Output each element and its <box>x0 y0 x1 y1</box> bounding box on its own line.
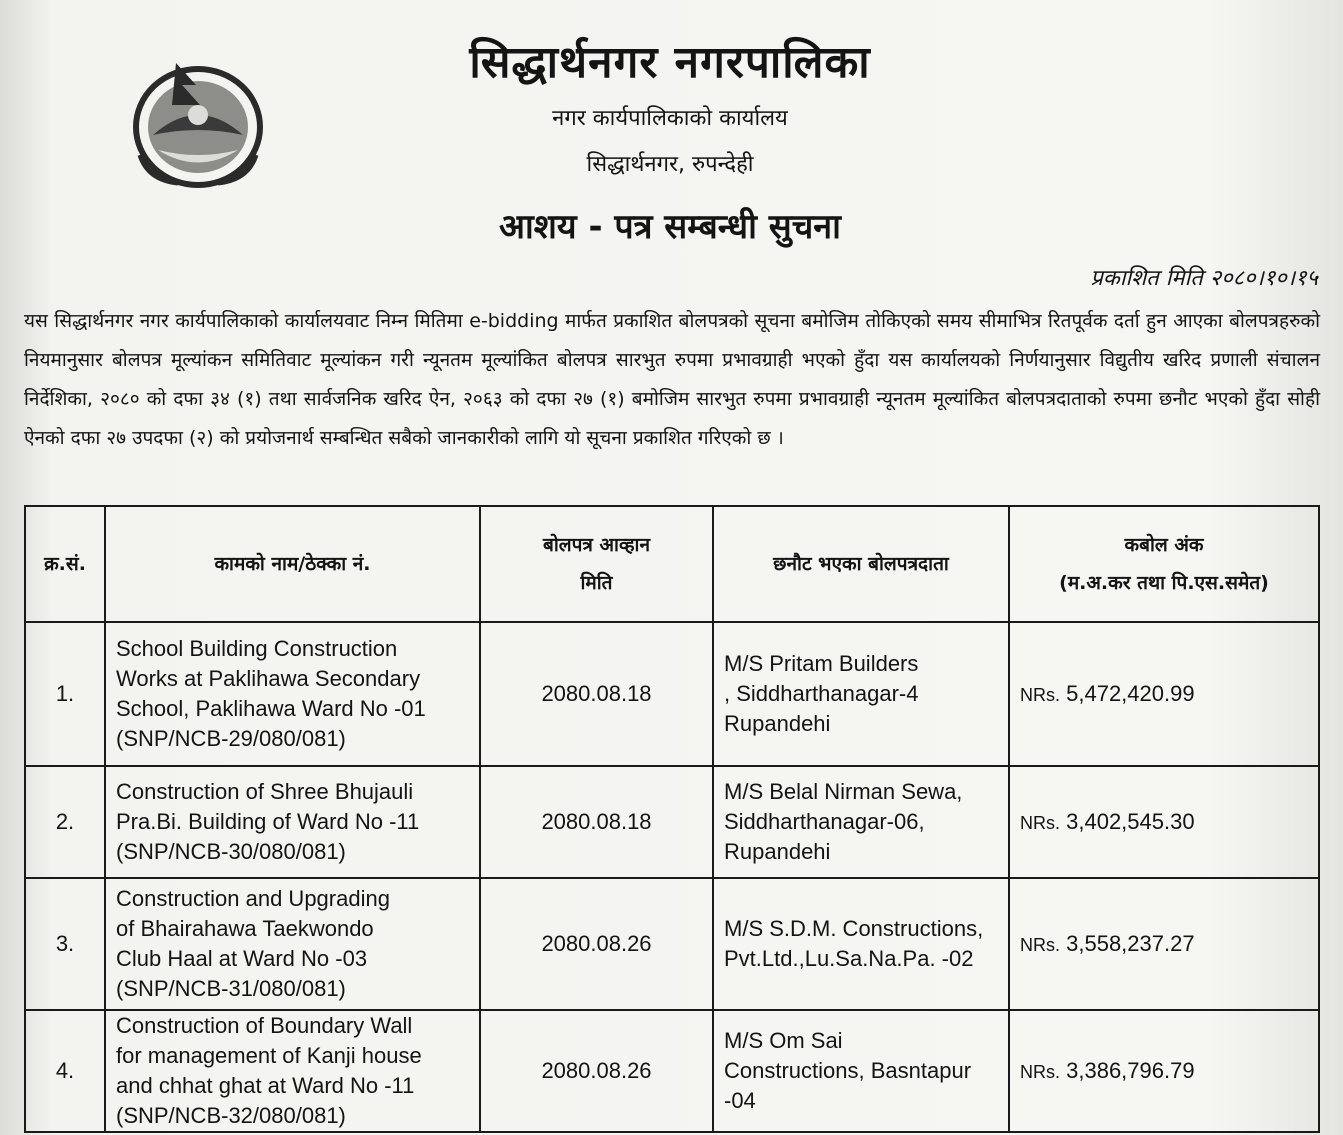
work-line: Club Haal at Ward No -03 <box>116 946 368 971</box>
header-bidder: छनौट भएका बोलपत्रदाता <box>713 506 1009 622</box>
work-line: Works at Paklihawa Secondary <box>116 666 421 691</box>
row-bidder <box>713 1010 1009 1132</box>
bidder-line: Rupandehi <box>724 839 831 864</box>
amount-value: 5,472,420.99 <box>1066 680 1195 706</box>
row-serial: 3. <box>25 878 105 1010</box>
table-row <box>25 766 1319 878</box>
row-serial: 2. <box>25 766 105 878</box>
row-amount <box>1009 1010 1319 1132</box>
row-date: 2080.08.18 <box>480 622 713 766</box>
office-address: सिद्धार्थनगर, रुपन्देही <box>586 152 754 177</box>
table-row <box>25 622 1319 766</box>
header-amount <box>1009 506 1319 622</box>
bidder-line: M/S Pritam Builders <box>724 651 919 676</box>
row-date: 2080.08.26 <box>480 878 713 1010</box>
work-line: Construction of Shree Bhujauli <box>116 779 414 804</box>
notice-paragraph: यस सिद्धार्थनगर नगर कार्यपालिकाको कार्यालयवाट निम्न मितिमा e-bidding मार्फत प्रकाशित बोलपत्रको सूचना बमोजिम तोकिएको समय सीमाभित्र रितपूर्वक दर्ता हुन आएका बोलपत्रहरुको नियमानुसार बोलपत्र मूल्यांकन समितिवाट मूल्यांकन गरी न्यूनतम मूल्यांकित बोलपत्र सारभुत रुपमा प्रभावग्राही भएको हुँदा यस कार्यालयको निर्णयानुसार विद्युतीय खरिद प्रणाली संचालन निर्देशिका, २०८० को दफा ३४ (१) तथा सार्वजनिक खरिद ऐन, २०६३ को दफा २७ (१) बमोजिम सारभुत रुपमा प्रभावग्राही न्यूनतम मूल्यांकित बोलपत्रदाताको रुपमा छनौट भएको हुँदा सोही ऐनको दफा २७ उपदफा (२) को प्रयोजनार्थ सम्बन्धित सबैको जानकारीको लागि यो सूचना प्रकाशित गरिएको छ । <box>24 310 1320 449</box>
bidder-line: Siddharthanagar-06, <box>724 809 925 834</box>
currency-label: NRs. <box>1020 934 1060 955</box>
work-line: Construction of Boundary Wall <box>116 1013 413 1038</box>
bidder-line: M/S Belal Nirman Sewa, <box>724 779 963 804</box>
amount-value: 3,386,796.79 <box>1066 1057 1195 1083</box>
row-amount <box>1009 766 1319 878</box>
municipality-title: सिद्धार्थनगर नगरपालिका <box>469 37 871 88</box>
nepal-government-emblem-icon <box>128 55 268 190</box>
work-line: School, Paklihawa Ward No -01 <box>116 696 426 721</box>
header-work: कामको नाम/ठेक्का नं. <box>105 506 480 622</box>
row-work <box>105 622 480 766</box>
bidder-line: -04 <box>724 1088 756 1113</box>
work-line: for management of Kanji house <box>116 1043 422 1068</box>
bidder-line: Pvt.Ltd.,Lu.Sa.Na.Pa. -02 <box>724 946 974 971</box>
header-amount-line1: कबोल अंक <box>1124 534 1204 556</box>
row-serial: 4. <box>25 1010 105 1132</box>
notice-title: आशय - पत्र सम्बन्धी सुचना <box>499 207 841 247</box>
header-date <box>480 506 713 622</box>
work-line: (SNP/NCB-31/080/081) <box>116 976 346 1001</box>
row-date: 2080.08.18 <box>480 766 713 878</box>
office-name: नगर कार्यपालिकाको कार्यालय <box>552 106 788 131</box>
amount-value: 3,402,545.30 <box>1066 808 1195 834</box>
row-work <box>105 766 480 878</box>
header-serial: क्र.सं. <box>25 506 105 622</box>
table-row <box>25 878 1319 1010</box>
header-date-line2: मिति <box>580 572 613 594</box>
row-date: 2080.08.26 <box>480 1010 713 1132</box>
work-line: (SNP/NCB-32/080/081) <box>116 1103 346 1128</box>
bidder-line: , Siddharthanagar-4 <box>724 681 919 706</box>
row-work <box>105 1010 480 1132</box>
currency-label: NRs. <box>1020 684 1060 705</box>
table-header-row <box>25 506 1319 622</box>
work-line: Pra.Bi. Building of Ward No -11 <box>116 809 420 834</box>
row-bidder <box>713 622 1009 766</box>
table-row <box>25 1010 1319 1132</box>
work-line: of Bhairahawa Taekwondo <box>116 916 374 941</box>
header-amount-line2: (म.अ.कर तथा पि.एस.समेत) <box>1059 572 1269 594</box>
bidder-line: Rupandehi <box>724 711 831 736</box>
row-amount <box>1009 878 1319 1010</box>
header-date-line1: बोलपत्र आव्हान <box>542 534 650 556</box>
work-line: and chhat ghat at Ward No -11 <box>116 1073 415 1098</box>
currency-label: NRs. <box>1020 1061 1060 1082</box>
work-line: (SNP/NCB-29/080/081) <box>116 726 346 751</box>
row-serial: 1. <box>25 622 105 766</box>
bidder-line: Constructions, Basntapur <box>724 1058 972 1083</box>
row-amount <box>1009 622 1319 766</box>
work-line: (SNP/NCB-30/080/081) <box>116 839 346 864</box>
bidder-line: M/S Om Sai <box>724 1028 843 1053</box>
row-bidder <box>713 766 1009 878</box>
row-work <box>105 878 480 1010</box>
selected-bidders-table <box>24 505 1320 1133</box>
currency-label: NRs. <box>1020 812 1060 833</box>
published-date: प्रकाशित मिति २०८०।१०।१५ <box>1090 266 1318 291</box>
work-line: Construction and Upgrading <box>116 886 390 911</box>
bidder-line: M/S S.D.M. Constructions, <box>724 916 984 941</box>
row-bidder <box>713 878 1009 1010</box>
work-line: School Building Construction <box>116 636 398 661</box>
amount-value: 3,558,237.27 <box>1066 930 1195 956</box>
